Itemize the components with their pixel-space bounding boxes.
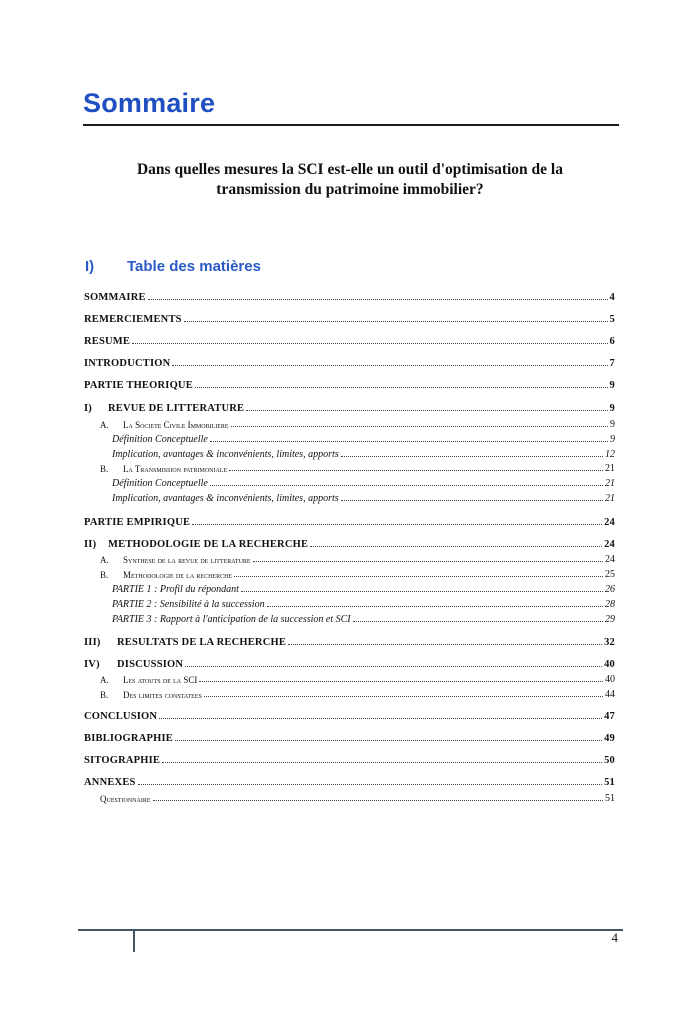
- toc-entry-questionnaire[interactable]: [100, 790, 615, 804]
- toc-leader: [175, 739, 602, 741]
- toc-entry-number: A.: [100, 555, 109, 565]
- toc-leader: [132, 342, 607, 344]
- toc-entry-page: 12: [605, 449, 615, 460]
- toc-entry-page: 24: [604, 539, 615, 550]
- toc-leader: [288, 643, 602, 645]
- toc-entry-partie-2[interactable]: [112, 596, 615, 610]
- toc-entry-page: 21: [605, 493, 615, 504]
- toc-entry-label: La Societe Civile Immobiliere: [123, 420, 229, 430]
- toc-entry-number: IV): [84, 659, 100, 670]
- toc-entry-implication[interactable]: [112, 490, 615, 504]
- toc-entry-page: 26: [605, 584, 615, 595]
- toc-entry-number: A.: [100, 675, 109, 685]
- toc-entry-page: 28: [605, 599, 615, 610]
- toc-entry-page: 51: [604, 777, 615, 788]
- toc-leader: [185, 665, 602, 667]
- toc-entry-sitographie[interactable]: [84, 752, 615, 766]
- toc-entry-resultats[interactable]: [84, 634, 615, 648]
- toc-entry-revue-de-litterature[interactable]: [84, 400, 615, 414]
- toc-leader: [172, 364, 607, 366]
- toc-entry-page: 21: [605, 478, 615, 489]
- toc-leader: [241, 590, 603, 592]
- toc-entry-label: RESULTATS DE LA RECHERCHE: [117, 637, 287, 648]
- toc-entry-partie-1[interactable]: [112, 581, 615, 595]
- toc-entry-label: INTRODUCTION: [84, 358, 171, 369]
- toc-entry-label: Questionnaire: [100, 794, 151, 804]
- toc-entry-limites[interactable]: [100, 686, 615, 700]
- toc-entry-label: ANNEXES: [84, 777, 136, 788]
- toc-leader: [246, 409, 607, 411]
- toc-entry-introduction[interactable]: [84, 355, 615, 369]
- toc-entry-atouts[interactable]: [100, 671, 615, 685]
- toc-heading-title: Table des matières: [127, 258, 261, 275]
- toc-entry-page: 9: [610, 419, 615, 430]
- toc-entry-page: 51: [605, 793, 615, 804]
- toc-entry-label: REVUE DE LITTERATURE: [108, 403, 245, 414]
- toc-entry-label: Des limites constatees: [123, 690, 202, 700]
- toc-leader: [231, 425, 608, 427]
- toc-leader: [310, 545, 602, 547]
- toc-entry-number: B.: [100, 570, 109, 580]
- toc-entry-page: 5: [609, 314, 615, 325]
- toc-leader: [341, 499, 603, 501]
- toc-entry-implication[interactable]: [112, 446, 615, 460]
- toc-entry-page: 9: [610, 434, 615, 445]
- toc-entry-synthese[interactable]: [100, 551, 615, 565]
- toc-leader: [192, 523, 602, 525]
- toc-entry-page: 47: [604, 711, 615, 722]
- toc-entry-bibliographie[interactable]: [84, 730, 615, 744]
- toc-entry-discussion[interactable]: [84, 656, 615, 670]
- toc-entry-sci[interactable]: [100, 416, 615, 430]
- toc-leader: [267, 605, 603, 607]
- toc-entry-page: 21: [605, 463, 615, 474]
- page-number: 4: [611, 930, 618, 945]
- toc-entry-annexes[interactable]: [84, 774, 615, 788]
- toc-entry-label: Methodologie de la recherche: [123, 570, 233, 580]
- toc-entry-page: 4: [609, 292, 615, 303]
- toc-entry-label: Implication, avantages & inconvénients, limites, apports: [112, 493, 339, 504]
- research-question-line-1: Dans quelles mesures la SCI est-elle un outil d'optimisation de la: [136, 161, 563, 178]
- footer-divider: [133, 931, 135, 952]
- toc-entry-partie-empirique[interactable]: [84, 514, 615, 528]
- page-title: Sommaire: [83, 88, 216, 118]
- toc-entry-resume[interactable]: [84, 333, 615, 347]
- toc-entry-page: 50: [604, 755, 615, 766]
- toc-entry-label: PARTIE 1 : Profil du répondant: [112, 584, 239, 595]
- toc-entry-label: PARTIE THEORIQUE: [84, 380, 193, 391]
- toc-entry-page: 9: [609, 380, 615, 391]
- toc-entry-label: DISCUSSION: [117, 659, 184, 670]
- toc-entry-page: 25: [605, 569, 615, 580]
- toc-entry-number: B.: [100, 690, 109, 700]
- toc-entry-label: PARTIE EMPIRIQUE: [84, 517, 191, 528]
- toc-entry-label: RESUME: [84, 336, 131, 347]
- toc-entry-page: 49: [604, 733, 615, 744]
- toc-entry-number: III): [84, 637, 101, 648]
- toc-entry-methodologie-recherche[interactable]: [100, 566, 615, 580]
- toc-entry-label: REMERCIEMENTS: [84, 314, 182, 325]
- toc-entry-conclusion[interactable]: [84, 708, 615, 722]
- toc-entry-definition-conceptuelle[interactable]: [112, 431, 615, 445]
- toc-entry-page: 32: [604, 637, 615, 648]
- toc-leader: [341, 455, 603, 457]
- toc-entry-page: 40: [605, 674, 615, 685]
- research-question-line-2: transmission du patrimoine immobilier?: [216, 181, 484, 198]
- toc-entry-label: PARTIE 3 : Rapport à l'anticipation de la succession et SCI: [112, 614, 351, 625]
- toc-entry-page: 40: [604, 659, 615, 670]
- toc-entry-label: Les atouts de la SCI: [123, 675, 198, 685]
- toc-entry-label: BIBLIOGRAPHIE: [84, 733, 173, 744]
- toc-entry-partie-theorique[interactable]: [84, 377, 615, 391]
- toc-entry-partie-3[interactable]: [112, 611, 615, 625]
- toc-entry-label: PARTIE 2 : Sensibilité à la succession: [112, 599, 265, 610]
- toc-entry-label: METHODOLOGIE DE LA RECHERCHE: [108, 539, 309, 550]
- toc-entry-number: II): [84, 539, 97, 550]
- toc-leader: [195, 386, 608, 388]
- toc-entry-methodologie[interactable]: [84, 536, 615, 550]
- footer-rule: [78, 929, 623, 931]
- toc-entry-label: Définition Conceptuelle: [112, 434, 208, 445]
- toc-entry-page: 6: [609, 336, 615, 347]
- toc-entry-number: B.: [100, 464, 109, 474]
- toc-entry-label: Synthese de la revue de litterature: [123, 555, 251, 565]
- toc-entry-page: 7: [609, 358, 615, 369]
- toc-entry-transmission-patrimoniale[interactable]: [100, 460, 615, 474]
- toc-leader: [138, 783, 603, 785]
- toc-leader: [204, 695, 603, 697]
- toc-leader: [353, 620, 603, 622]
- toc-entry-label: CONCLUSION: [84, 711, 158, 722]
- toc-leader: [210, 440, 608, 442]
- toc-heading-number: I): [85, 258, 95, 275]
- toc-entry-page: 24: [605, 554, 615, 565]
- toc-leader: [234, 575, 603, 577]
- toc-entry-label: SITOGRAPHIE: [84, 755, 161, 766]
- toc-entry-number: I): [84, 403, 92, 414]
- toc-entry-label: SOMMAIRE: [84, 292, 146, 303]
- toc-entry-page: 9: [609, 403, 615, 414]
- toc-entry-page: 29: [605, 614, 615, 625]
- toc-entry-definition-conceptuelle[interactable]: [112, 475, 615, 489]
- toc-leader: [148, 298, 608, 300]
- toc-entry-number: A.: [100, 420, 109, 430]
- toc-entry-page: 24: [604, 517, 615, 528]
- toc-leader: [253, 560, 603, 562]
- toc-entry-remerciements[interactable]: [84, 311, 615, 325]
- toc-leader: [153, 799, 604, 801]
- toc-leader: [162, 761, 602, 763]
- toc-entry-label: La Transmission patrimoniale: [123, 464, 228, 474]
- toc-entry-page: 44: [605, 689, 615, 700]
- toc-leader: [199, 680, 603, 682]
- toc-leader: [184, 320, 608, 322]
- toc-entry-label: Implication, avantages & inconvénients, limites, apports: [112, 449, 339, 460]
- toc-leader: [159, 717, 602, 719]
- toc-leader: [210, 484, 603, 486]
- toc-entry-sommaire[interactable]: [84, 289, 615, 303]
- toc-entry-label: Définition Conceptuelle: [112, 478, 208, 489]
- toc-leader: [229, 469, 603, 471]
